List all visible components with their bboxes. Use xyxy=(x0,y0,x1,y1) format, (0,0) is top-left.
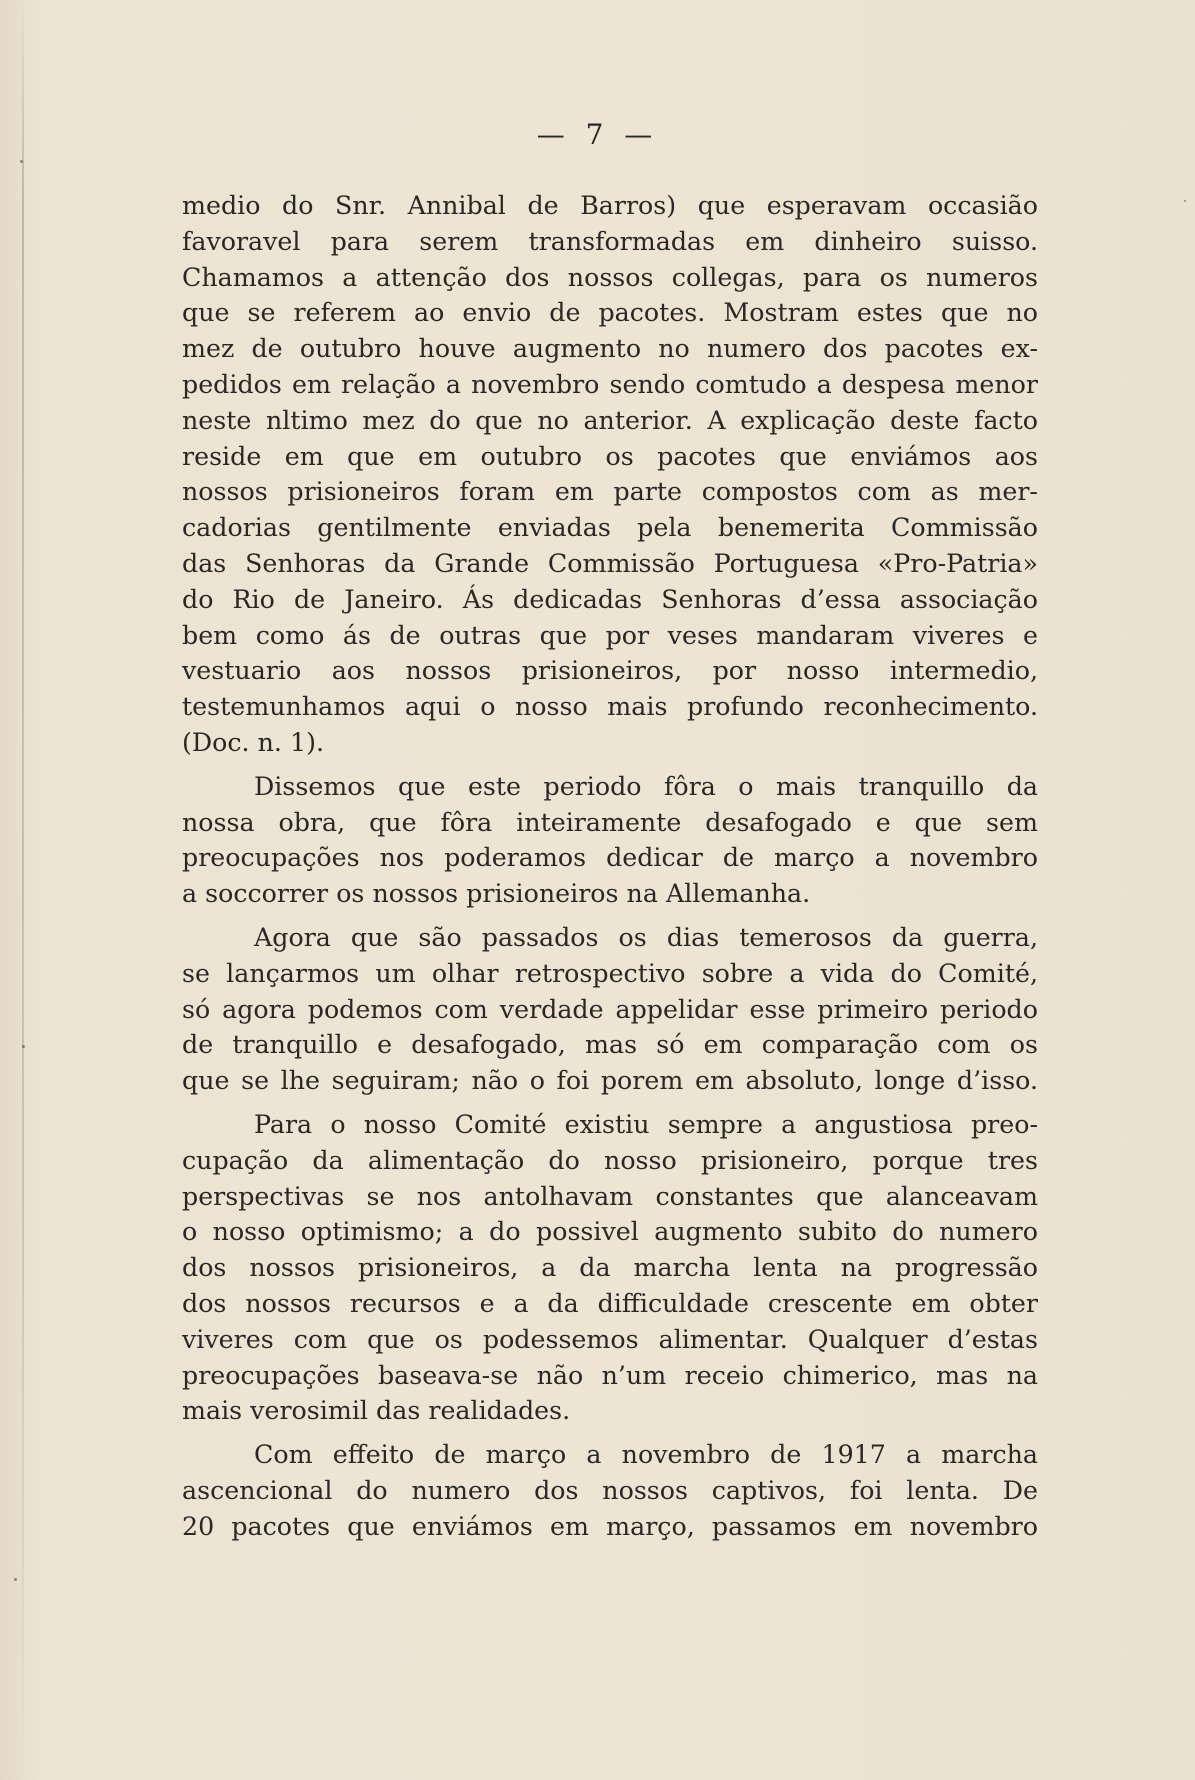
text-line: neste nltimo mez do que no anterior. A explicação deste facto xyxy=(182,405,1038,435)
text-line: bem como ás de outras que por veses mandaram viveres e xyxy=(182,620,1038,650)
text-line: testemunhamos aqui o nosso mais profundo reconhecimento. xyxy=(182,692,1038,722)
paper-speck xyxy=(22,1045,25,1048)
paper-speck xyxy=(20,160,23,163)
text-line: a soccorrer os nossos prisioneiros na Allemanha. xyxy=(182,879,811,909)
text-line: só agora podemos com verdade appelidar esse primeiro periodo xyxy=(182,994,1038,1024)
text-line: pedidos em relação a novembro sendo comtudo a despesa menor xyxy=(182,369,1038,399)
text-line: nossa obra, que fôra inteiramente desafogado e que sem xyxy=(182,807,1038,837)
text-line: Com effeito de março a novembro de 1917 a marcha xyxy=(254,1440,1038,1470)
text-line: reside em que em outubro os pacotes que enviámos aos xyxy=(182,441,1038,471)
text-line: Chamamos a attenção dos nossos collegas, para os numeros xyxy=(182,262,1038,292)
paper-speck xyxy=(14,1578,17,1581)
text-line: 20 pacotes que enviámos em março, passamos em novembro xyxy=(182,1511,1038,1541)
text-line: dos nossos recursos e a da difficuldade crescente em obter xyxy=(182,1288,1038,1318)
page-fold-edge xyxy=(22,0,24,1780)
paragraph-3 xyxy=(182,920,1038,1099)
text-line: (Doc. n. 1). xyxy=(182,727,325,757)
paragraph-4 xyxy=(182,1107,1038,1429)
text-line: do Rio de Janeiro. Ás dedicadas Senhoras d’essa associação xyxy=(182,584,1038,614)
paper-speck xyxy=(1184,200,1186,202)
text-line: ascencional do numero dos nossos captivos, foi lenta. De xyxy=(182,1475,1038,1505)
text-line: dos nossos prisioneiros, a da marcha lenta na progressão xyxy=(182,1253,1038,1283)
text-line: favoravel para serem transformadas em dinheiro suisso. xyxy=(182,226,1038,256)
paragraph-2 xyxy=(182,769,1038,912)
text-line: mais verosimil das realidades. xyxy=(182,1396,571,1426)
page-number: — 7 — xyxy=(536,118,659,151)
paragraph-1 xyxy=(182,188,1038,761)
text-line: que se lhe seguiram; não o foi porem em absoluto, longe d’isso. xyxy=(182,1066,1038,1096)
text-line: vestuario aos nossos prisioneiros, por nosso intermedio, xyxy=(182,656,1038,686)
text-line: nossos prisioneiros foram em parte compostos com as mer- xyxy=(182,477,1038,507)
body-text xyxy=(182,188,1038,1552)
text-line: cadorias gentilmente enviadas pela benemerita Commissão xyxy=(182,513,1038,543)
text-line: Dissemos que este periodo fôra o mais tranquillo da xyxy=(254,771,1038,801)
text-line: das Senhoras da Grande Commissão Portuguesa «Pro-Patria» xyxy=(182,548,1038,578)
text-line: o nosso optimismo; a do possivel augmento subito do numero xyxy=(182,1217,1038,1247)
text-line: que se referem ao envio de pacotes. Mostram estes que no xyxy=(182,298,1038,328)
text-line: de tranquillo e desafogado, mas só em comparação com os xyxy=(182,1030,1038,1060)
text-line: Agora que são passados os dias temerosos da guerra, xyxy=(254,922,1038,952)
text-line: preocupações nos poderamos dedicar de março a novembro xyxy=(182,843,1038,873)
text-line: perspectivas se nos antolhavam constantes que alanceavam xyxy=(182,1181,1038,1211)
text-line: se lançarmos um olhar retrospectivo sobre a vida do Comité, xyxy=(182,958,1038,988)
paragraph-5 xyxy=(182,1437,1038,1544)
text-line: Para o nosso Comité existiu sempre a angustiosa preo- xyxy=(254,1109,1038,1139)
text-line: viveres com que os podessemos alimentar. Qualquer d’estas xyxy=(182,1324,1038,1354)
text-line: cupação da alimentação do nosso prisioneiro, porque tres xyxy=(182,1145,1038,1175)
text-line: medio do Snr. Annibal de Barros) que esperavam occasião xyxy=(182,191,1038,220)
text-line: mez de outubro houve augmento no numero dos pacotes ex- xyxy=(182,334,1038,364)
text-line: preocupações baseava-se não n’um receio chimerico, mas na xyxy=(182,1360,1038,1390)
